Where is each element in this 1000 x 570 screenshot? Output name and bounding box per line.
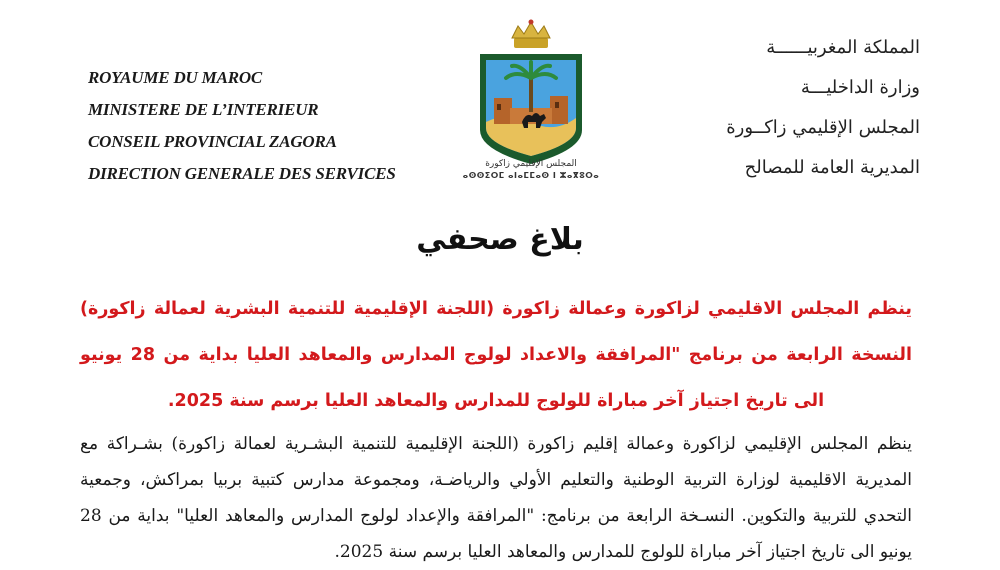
ministry-ar: وزارة الداخليـــة xyxy=(800,77,920,98)
body-paragraph: ينظم المجلس الإقليمي لزاكورة وعمالة إقليم زاكورة (اللجنة الإقليمية للتنمية البشـرية لعمالة زاكورة) بشـراكة مع المديرية الاقليمية لوزارة التربية الوطنية والتعليم الأولي والرياضـة، ومجموعة مدارس كتبية بربيا بمراكش، وجمعية التحدي للتربية والتكوين. النسـخة الرابعة من برنامج: "المرافقة والإعداد لولوج المدارس والمعاهد العليا" بداية من 28 يونيو الى تاريخ اجتياز آخر مباراة للولوج للمدارس والمعاهد العليا برسم سنة 2025. xyxy=(80,434,912,562)
shield-icon xyxy=(480,54,582,164)
direction-ar: المديرية العامة للمصالح xyxy=(744,157,920,178)
emblem-caption-tifinagh: ⴰⵙⵙⵉⵔⵎ ⴰⵏⴰⵎⵎⴰⵙ ⵏ ⵣⴰⴳⵓⵔⴰ xyxy=(462,171,600,180)
press-release-title: بلاغ صحفي xyxy=(416,222,584,257)
arabic-header xyxy=(726,28,920,188)
ministry-fr: MINISTERE DE L’INTERIEUR xyxy=(88,100,319,119)
lead-paragraph: ينظم المجلس الاقليمي لزاكورة وعمالة زاكورة (اللجنة الإقليمية للتنمية البشرية لعمالة زاكورة) النسخة الرابعة من برنامج "المرافقة والاعداد لولوج المدارس والمعاهد العليا بداية من 28 يونيو الى تاريخ اجتياز آخر مباراة للولوج للمدارس والمعاهد العليا برسم سنة 2025. xyxy=(80,299,913,411)
council-fr: CONSEIL PROVINCIAL ZAGORA xyxy=(88,132,337,151)
emblem-caption-ar: المجلس الإقليمي زاكورة xyxy=(485,159,577,169)
council-ar: المجلس الإقليمي زاكــورة xyxy=(726,117,920,138)
direction-fr: DIRECTION GENERALE DES SERVICES xyxy=(88,164,396,183)
crown-icon xyxy=(512,20,550,49)
french-header xyxy=(88,62,396,190)
kingdom-ar: المملكة المغربيــــــة xyxy=(766,37,920,58)
kingdom-fr: ROYAUME DU MAROC xyxy=(88,68,263,87)
emblem-caption xyxy=(462,158,600,182)
